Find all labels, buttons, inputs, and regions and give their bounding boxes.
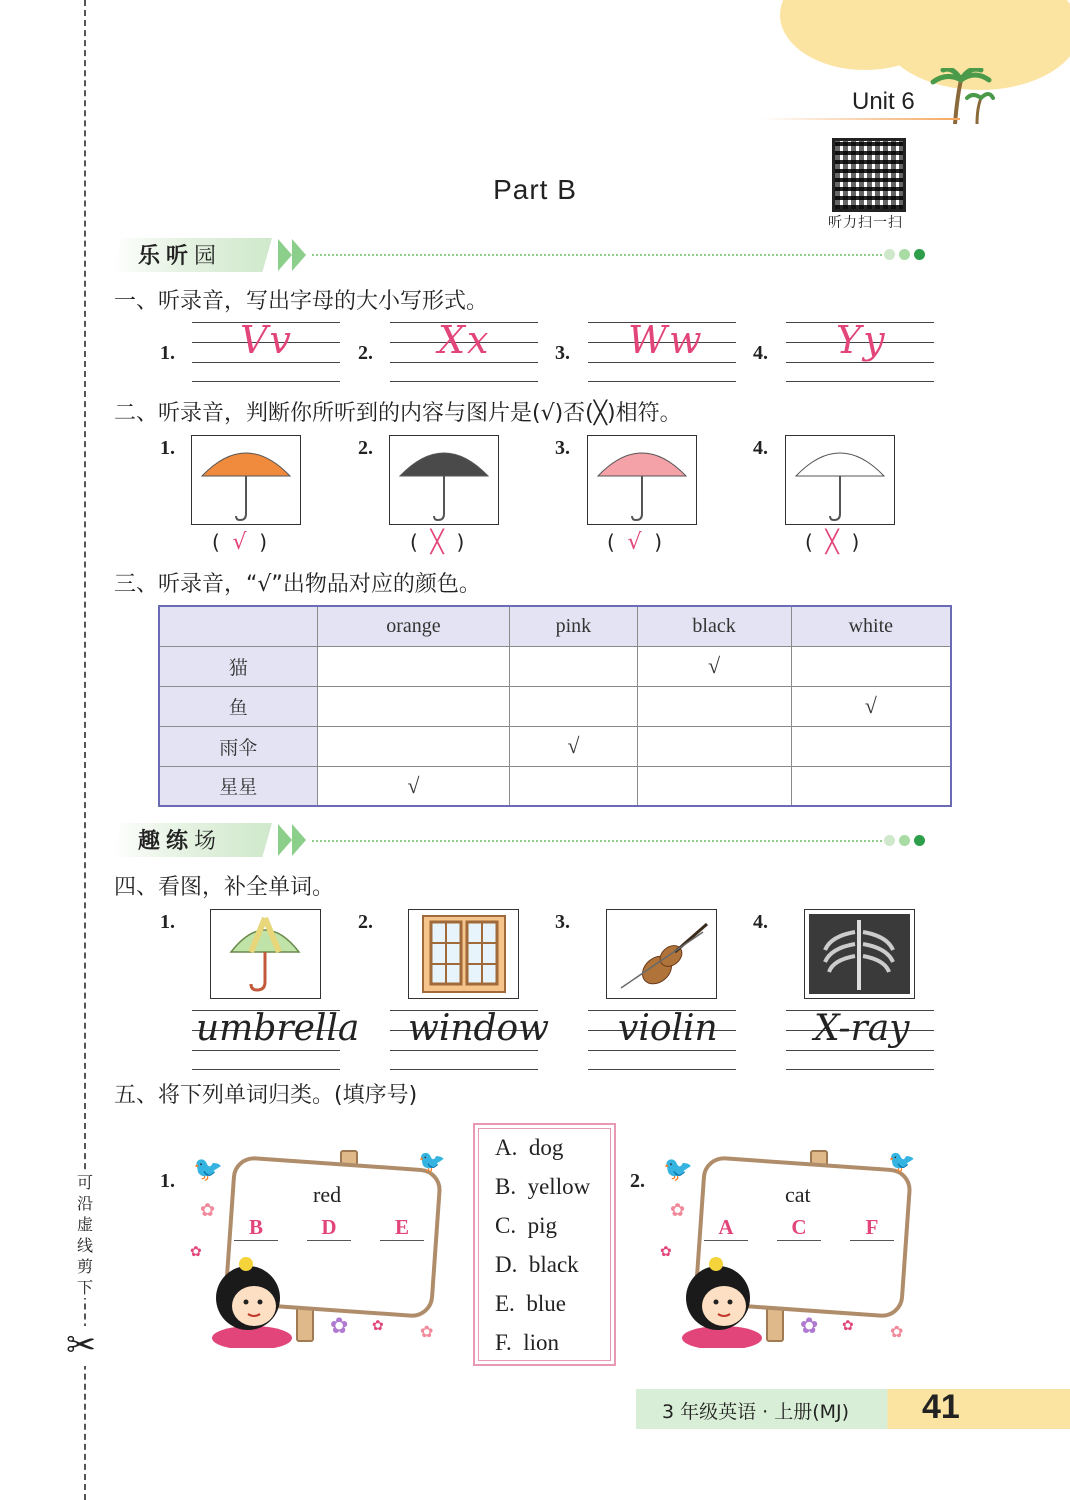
flower-icon: ✿ <box>372 1318 384 1334</box>
window-icon <box>409 910 518 998</box>
item-number: 4. <box>753 437 768 459</box>
option-item: A. dog <box>495 1135 564 1160</box>
dot-icon <box>884 249 895 260</box>
judgement-answer[interactable]: ╳ <box>430 530 444 555</box>
answer-bracket: ( ╳ ) <box>805 530 860 555</box>
group-answer[interactable]: D <box>307 1215 351 1241</box>
judgement-answer[interactable]: ╳ <box>825 530 839 555</box>
bird-icon: 🐦 <box>663 1155 693 1183</box>
picture-frame <box>804 909 915 999</box>
girl-icon <box>666 1252 776 1348</box>
table-cell[interactable] <box>637 726 791 766</box>
option-item: F. lion <box>495 1330 559 1355</box>
table-cell[interactable]: √ <box>637 646 791 686</box>
flower-icon: ✿ <box>890 1322 904 1341</box>
table-row <box>159 726 951 766</box>
umbrella-picture <box>587 435 697 525</box>
row-header: 雨伞 <box>159 726 317 766</box>
umbrella-picture <box>389 435 499 525</box>
item-number: 3. <box>555 437 570 459</box>
umbrella-picture <box>785 435 895 525</box>
chevron-right-icon <box>278 239 292 271</box>
row-header: 猫 <box>159 646 317 686</box>
table-header-row <box>159 606 951 646</box>
question-3-title: 三、听录音，“√”出物品对应的颜色。 <box>114 572 481 597</box>
letter-answer[interactable]: Ww <box>628 318 704 362</box>
group-answer[interactable]: B <box>234 1215 278 1241</box>
bird-icon: 🐦 <box>888 1150 916 1175</box>
dot-icon <box>914 249 925 260</box>
picture-frame <box>408 909 519 999</box>
item-number: 4. <box>753 911 768 933</box>
bird-icon: 🐦 <box>418 1150 446 1175</box>
umbrella-icon <box>211 910 320 998</box>
flower-icon: ✿ <box>330 1314 349 1339</box>
table-cell[interactable]: √ <box>510 726 637 766</box>
flower-icon: ✿ <box>800 1314 819 1339</box>
item-number: 2. <box>358 437 373 459</box>
item-number: 2. <box>358 911 373 933</box>
bird-icon: 🐦 <box>193 1155 223 1183</box>
group-word: red <box>313 1182 342 1207</box>
qr-label: 听力扫一扫 <box>828 215 903 231</box>
picture-frame <box>210 909 321 999</box>
umbrella-icon <box>588 436 696 524</box>
table-row <box>159 686 951 726</box>
option-item: C. pig <box>495 1213 557 1238</box>
table-cell[interactable] <box>510 646 637 686</box>
table-cell[interactable] <box>791 646 951 686</box>
table-cell[interactable]: √ <box>791 686 951 726</box>
umbrella-icon <box>192 436 300 524</box>
table-cell[interactable] <box>791 726 951 766</box>
dot-icon <box>914 835 925 846</box>
color-table <box>158 605 952 807</box>
flower-icon: ✿ <box>190 1244 202 1260</box>
section-banner-listen-text: 乐听园 <box>138 244 223 269</box>
table-cell[interactable] <box>317 646 510 686</box>
item-number: 1. <box>160 911 175 933</box>
unit-title: Unit 6 <box>852 88 915 115</box>
letter-answer[interactable]: Vv <box>240 318 293 362</box>
table-row <box>159 646 951 686</box>
umbrella-picture <box>191 435 301 525</box>
group-answer[interactable]: E <box>380 1215 424 1241</box>
page-title: Part B <box>493 174 577 205</box>
umbrella-icon <box>786 436 894 524</box>
section-banner-practice-text: 趣练场 <box>138 829 223 854</box>
flower-icon: ✿ <box>842 1318 854 1334</box>
option-item: B. yellow <box>495 1174 591 1199</box>
question-5-title: 五、将下列单词归类。(填序号) <box>114 1083 418 1108</box>
table-cell[interactable] <box>637 686 791 726</box>
judgement-answer[interactable]: √ <box>232 530 247 555</box>
picture-frame <box>606 909 717 999</box>
word-answer[interactable]: umbrella <box>196 1008 360 1049</box>
dotted-divider <box>312 840 882 842</box>
option-item: E. blue <box>495 1291 566 1316</box>
options-box <box>473 1123 616 1366</box>
column-header: white <box>791 606 951 646</box>
dot-icon <box>884 835 895 846</box>
item-number: 1. <box>160 437 175 459</box>
umbrella-canopy <box>202 453 290 476</box>
item-number: 2. <box>358 342 373 364</box>
scissors-icon: ✂ <box>66 1325 97 1366</box>
flower-icon: ✿ <box>420 1322 434 1341</box>
chevron-right-icon <box>292 824 306 856</box>
dot-icon <box>899 249 910 260</box>
column-header: pink <box>510 606 637 646</box>
group-answer[interactable]: A <box>704 1215 748 1241</box>
flower-icon: ✿ <box>670 1200 686 1221</box>
item-number: 2. <box>630 1170 645 1192</box>
item-number: 3. <box>555 342 570 364</box>
table-cell[interactable] <box>510 766 637 806</box>
table-cell[interactable] <box>317 726 510 766</box>
group-answer[interactable]: F <box>850 1215 894 1241</box>
group-answer[interactable]: C <box>777 1215 821 1241</box>
item-number: 4. <box>753 342 768 364</box>
cut-instruction: 可沿虚线剪下 <box>76 1173 93 1297</box>
answer-bracket: ( √ ) <box>607 530 663 555</box>
word-answer[interactable]: X-ray <box>814 1008 910 1049</box>
umbrella-canopy <box>598 453 686 476</box>
book-title: 3 年级英语 · 上册(MJ) <box>662 1401 850 1423</box>
letter-answer[interactable]: Xx <box>438 318 491 362</box>
dotted-divider <box>312 254 882 256</box>
table-cell[interactable] <box>791 766 951 806</box>
flower-icon: ✿ <box>200 1200 216 1221</box>
word-answer[interactable]: violin <box>618 1008 718 1049</box>
x-ray-icon <box>805 910 914 998</box>
chevron-right-icon <box>278 824 292 856</box>
umbrella-canopy <box>400 453 488 476</box>
page-number: 41 <box>922 1388 960 1426</box>
group-word: cat <box>785 1182 811 1207</box>
letter-answer[interactable]: Yy <box>836 318 887 362</box>
word-answer[interactable]: window <box>408 1008 550 1049</box>
table-cell[interactable]: √ <box>317 766 510 806</box>
flower-icon: ✿ <box>660 1244 672 1260</box>
item-number: 3. <box>555 911 570 933</box>
table-cell[interactable] <box>637 766 791 806</box>
umbrella-canopy <box>796 453 884 476</box>
chevron-right-icon <box>292 239 306 271</box>
item-number: 1. <box>160 1170 175 1192</box>
column-header: black <box>637 606 791 646</box>
column-header: orange <box>317 606 510 646</box>
row-header: 鱼 <box>159 686 317 726</box>
answer-bracket: ( ╳ ) <box>410 530 465 555</box>
table-corner <box>159 606 317 646</box>
question-1-title: 一、听录音，写出字母的大小写形式。 <box>114 289 489 314</box>
row-header: 星星 <box>159 766 317 806</box>
answer-bracket: ( √ ) <box>212 530 268 555</box>
table-cell[interactable] <box>510 686 637 726</box>
divider <box>760 118 960 120</box>
option-item: D. black <box>495 1252 579 1277</box>
umbrella-icon <box>390 436 498 524</box>
question-2-title: 二、听录音，判断你所听到的内容与图片是(√)否(╳)相符。 <box>114 401 682 426</box>
table-row <box>159 766 951 806</box>
violin-icon <box>607 910 716 998</box>
girl-icon <box>196 1252 306 1348</box>
table-cell[interactable] <box>317 686 510 726</box>
judgement-answer[interactable]: √ <box>627 530 642 555</box>
item-number: 1. <box>160 342 175 364</box>
question-4-title: 四、看图，补全单词。 <box>114 875 335 900</box>
dot-icon <box>899 835 910 846</box>
